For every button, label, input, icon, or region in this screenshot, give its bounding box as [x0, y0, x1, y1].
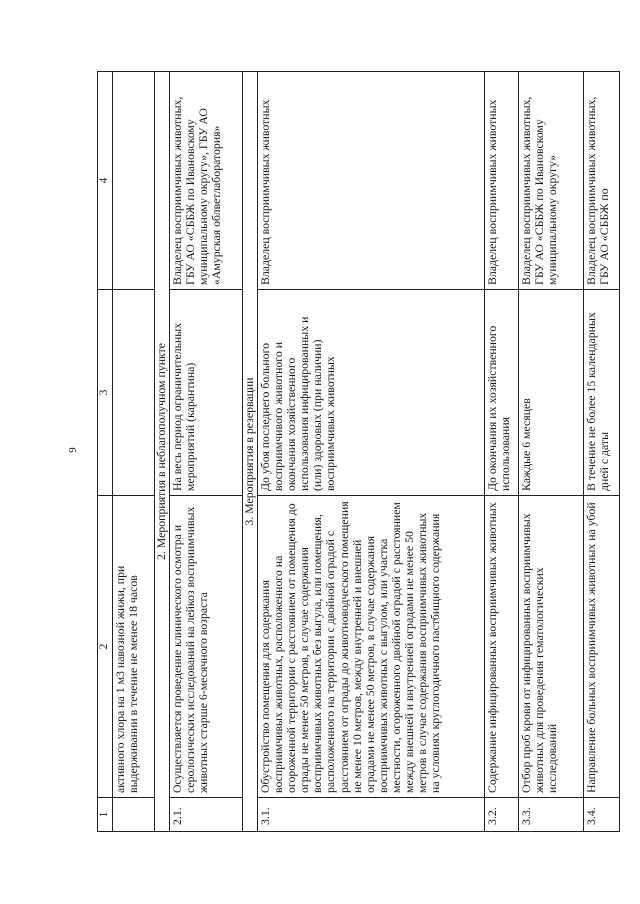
- section-heading-row: [243, 72, 258, 832]
- section-heading: 3. Мероприятия в резервации: [243, 72, 258, 832]
- measure-cell: Осуществляется проведение клинического осмотра и серологических исследований на лейкоз восприимчивых животных старше 6-месячного возраста: [170, 496, 243, 798]
- column-header-2: 2: [98, 496, 113, 798]
- column-header-1: 1: [98, 798, 113, 832]
- responsible-cell: [113, 72, 155, 290]
- measure-cell: Отбор проб крови от инфицированных восприимчивых животных для проведения гематологических исследований: [519, 496, 584, 798]
- row-number: 2.1.: [170, 798, 243, 832]
- column-header-3: 3: [98, 290, 113, 496]
- table-row: [258, 72, 485, 832]
- term-cell: [113, 290, 155, 496]
- measure-cell: Направление больных восприимчивых животных на убой: [584, 496, 620, 798]
- table-row: [519, 72, 584, 832]
- table-row: [113, 72, 155, 832]
- term-cell: В течение не более 15 календарных дней с даты: [584, 290, 620, 496]
- rotated-page-content: [97, 72, 613, 832]
- row-number: 3.2.: [485, 798, 519, 832]
- table-row: [485, 72, 519, 832]
- section-heading-row: [155, 72, 170, 832]
- responsible-cell: Владелец восприимчивых животных: [485, 72, 519, 290]
- responsible-cell: Владелец восприимчивых животных, ГБУ АО «СББЖ по Ивановскому муниципальному округу», ГБУ АО «Амурская облветлаборатория»: [170, 72, 243, 290]
- table-header-row: [98, 72, 113, 832]
- responsible-cell: Владелец восприимчивых животных, ГБУ АО «СББЖ по: [584, 72, 620, 290]
- table-row: [584, 72, 620, 832]
- term-cell: До убоя последнего больного восприимчивого животного и окончания хозяйственного использования инфицированных и (или) здоровых (при наличии) восприимчивых животных: [258, 290, 485, 496]
- table-row: [170, 72, 243, 832]
- row-number: 3.3.: [519, 798, 584, 832]
- term-cell: На весь период ограничительных мероприятий (карантина): [170, 290, 243, 496]
- responsible-cell: Владелец восприимчивых животных, ГБУ АО «СББЖ по Ивановскому муниципальному округу»: [519, 72, 584, 290]
- term-cell: Каждые 6 месяцев: [519, 290, 584, 496]
- measure-cell: Обустройство помещения для содержания восприимчивых животных, расположенного на огороженной территории с расстоянием от помещения до ограды не менее 50 метров, в случае содержания восприимчивых животных без выгула, или помещения, расположенного на территории с двойной оградой с расстоянием от ограды до животноводческого помещения не менее 10 метров, между внутренней и внешней оградами не менее 50 метров, в случае содержания восприимчивых животных с выгулом, или участка местности, огороженного двойной оградой с расстоянием между внешней и внутренней оградами не менее 50 метров в случае содержания восприимчивых животных на условиях круглогодичного пастбищного содержания: [258, 496, 485, 798]
- measures-table: [97, 71, 620, 832]
- row-number: 3.4.: [584, 798, 620, 832]
- page-number: 9: [66, 447, 79, 453]
- responsible-cell: Владелец восприимчивых животных: [258, 72, 485, 290]
- row-number: [113, 798, 155, 832]
- row-number: 3.1.: [258, 798, 485, 832]
- column-header-4: 4: [98, 72, 113, 290]
- measure-cell: активного хлора на 1 м3 навозной жижи, при выдерживании в течение не менее 18 часов: [113, 496, 155, 798]
- measure-cell: Содержание инфицированных восприимчивых животных: [485, 496, 519, 798]
- term-cell: До окончания их хозяйственного использования: [485, 290, 519, 496]
- section-heading: 2. Мероприятия в неблагополучном пункте: [155, 72, 170, 832]
